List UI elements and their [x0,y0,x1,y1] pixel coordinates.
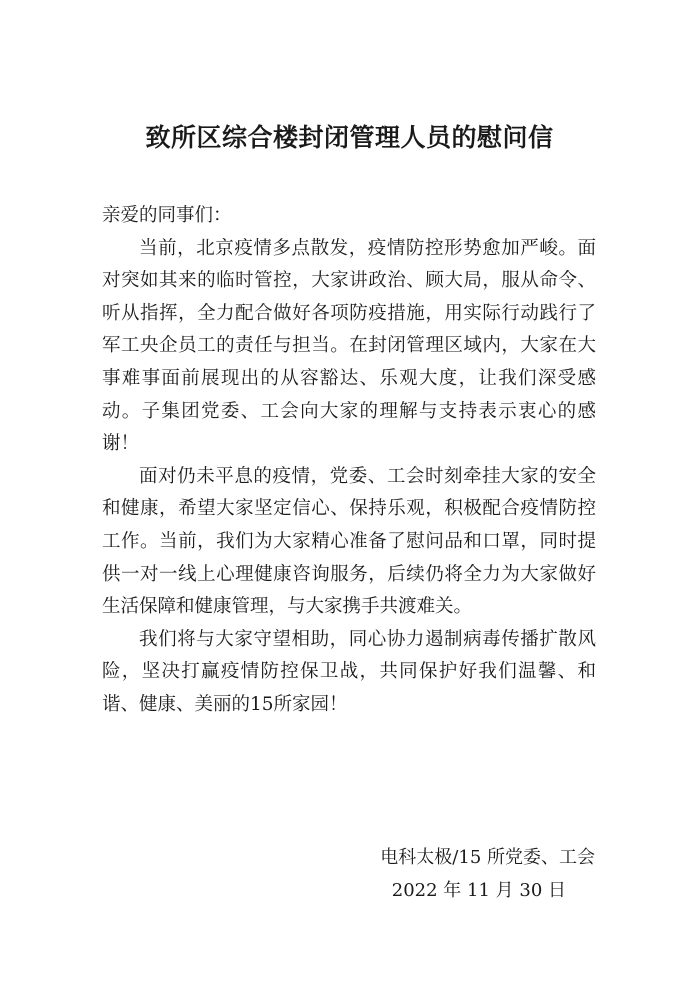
paragraph-3: 我们将与大家守望相助，同心协力遏制病毒传播扩散风险，坚决打赢疫情防控保卫战，共同保护好我们温馨、和谐、健康、美丽的15所家园！ [102,628,596,715]
letter-body [102,200,596,722]
signature-organization: 电科太极/15 所党委、工会 [380,847,595,868]
letter-greeting: 亲爱的同事们： [102,205,232,226]
letter-title: 致所区综合楼封闭管理人员的慰问信 [145,123,554,152]
signature-date: 2022 年 11 月 30 日 [391,880,566,901]
paragraph-1: 当前，北京疫情多点散发，疫情防控形势愈加严峻。面对突如其来的临时管控，大家讲政治、顾大局，服从命令、听从指挥，全力配合做好各项防疫措施，用实际行动践行了军工央企员工的责任与担当。在封闭管理区域内，大家在大事难事面前展现出的从容豁达、乐观大度，让我们深受感动。子集团党委、工会向大家的理解与支持表示衷心的感谢！ [102,237,596,455]
paragraph-2: 面对仍未平息的疫情，党委、工会时刻牵挂大家的安全和健康，希望大家坚定信心、保持乐观，积极配合疫情防控工作。当前，我们为大家精心准备了慰问品和口罩，同时提供一对一线上心理健康咨询服务，后续仍将全力为大家做好生活保障和健康管理，与大家携手共渡难关。 [102,465,596,618]
